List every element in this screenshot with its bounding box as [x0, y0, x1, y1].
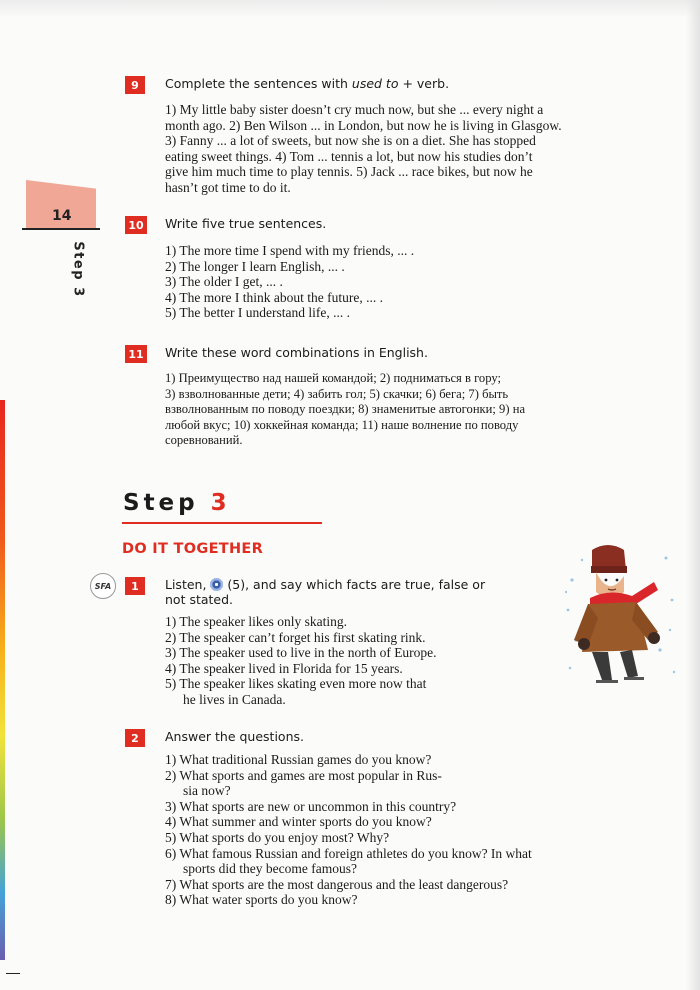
list-item: 2) What sports and games are most popular in Rus-	[165, 767, 442, 783]
page-right-shadow	[686, 0, 700, 990]
list-item: 7) What sports are the most dangerous and the least dangerous?	[165, 876, 509, 892]
exercise-text	[165, 371, 525, 449]
text-line: month ago. 2) Ben Wilson ... in London, but now he is living in Glasgow.	[165, 117, 562, 133]
exercise-number-badge: 10	[125, 216, 147, 234]
list-item: 2) The speaker can’t forget his first skating rink.	[165, 629, 426, 645]
text-line: 3) взволнованные дети; 4) забить гол; 5) скачки; 6) бега; 7) быть	[165, 386, 509, 401]
page-number: 14	[52, 208, 72, 224]
section-heading: DO IT TOGETHER	[122, 541, 264, 557]
text-line: соревнований.	[165, 433, 243, 448]
text-line: 3) Fanny ... a lot of sweets, but now she is on a diet. She has stopped	[165, 133, 536, 149]
side-page-tab	[22, 180, 100, 300]
list-item: 3) The speaker used to live in the north of Europe.	[165, 645, 437, 661]
list-item: 2) The longer I learn English, ... .	[165, 258, 345, 274]
exercise-instruction: Listen, (5), and say which facts are true, false or not stated.	[165, 577, 486, 607]
text-line: give him much time to play tennis. 5) Jack ... race bikes, but now he	[165, 164, 533, 180]
text-line: eating sweet things. 4) Tom ... tennis a lot, but now his studies don’t	[165, 148, 533, 164]
text-line: hasn’t got time to do it.	[165, 179, 291, 195]
list-item: 5) The speaker likes skating even more now that	[165, 676, 427, 692]
audio-cd-icon[interactable]	[210, 578, 223, 591]
text-line: взволнованным по поводу поездки; 8) знаменитые автогонки; 9) на	[165, 402, 526, 417]
list-item: 1) What traditional Russian games do you know?	[165, 752, 432, 767]
exercise-number-badge: 2	[125, 729, 145, 747]
exercise-instruction: Write these word combinations in English.	[165, 345, 428, 360]
list-item: 4) What summer and winter sports do you know?	[165, 814, 432, 830]
text-line: любой вкус; 10) хоккейная команда; 11) наше волнение по поводу	[165, 417, 519, 432]
list-item: 1) The speaker likes only skating.	[165, 614, 347, 629]
list-item: 8) What water sports do you know?	[165, 892, 358, 908]
exercise-number-badge: 11	[125, 345, 147, 363]
step-underline	[122, 522, 322, 524]
step-heading: Step 3	[123, 490, 231, 516]
list-item: he lives in Canada.	[183, 691, 286, 707]
list-item: 3) What sports are new or uncommon in this country?	[165, 798, 457, 814]
page-top-shadow	[0, 0, 700, 18]
exercise-items	[165, 752, 532, 908]
bottom-left-mark	[6, 973, 20, 974]
list-item: sports did they become famous?	[183, 861, 357, 877]
list-item: 6) What famous Russian and foreign athletes do you know? In what	[165, 845, 532, 861]
sfa-badge-icon: SFA	[90, 573, 116, 599]
exercise-instruction: Write five true sentences.	[165, 216, 327, 231]
exercise-items	[165, 243, 414, 321]
list-item: sia now?	[183, 783, 231, 799]
exercise-number-badge: 1	[125, 577, 145, 595]
skater-illustration	[562, 540, 680, 686]
side-step-label: Step 3	[70, 241, 86, 298]
list-item: 5) The better I understand life, ... .	[165, 305, 350, 321]
exercise-instruction: Complete the sentences with used to + verb.	[165, 76, 450, 91]
exercise-number-badge: 9	[125, 76, 145, 94]
exercise-items	[165, 614, 437, 708]
list-item: 4) The more I think about the future, ... .	[165, 289, 383, 305]
list-item: 4) The speaker lived in Florida for 15 years.	[165, 660, 403, 676]
text-line: 1) Преимущество над нашей командой; 2) подниматься в гору;	[165, 371, 501, 385]
exercise-instruction: Answer the questions.	[165, 729, 304, 744]
list-item: 3) The older I get, ... .	[165, 274, 283, 290]
list-item: 5) What sports do you enjoy most? Why?	[165, 829, 390, 845]
tab-divider	[22, 228, 100, 230]
list-item: 1) The more time I spend with my friends, ... .	[165, 243, 415, 258]
text-line: 1) My little baby sister doesn’t cry much now, but she ... every night a	[165, 102, 544, 117]
rainbow-edge-strip	[0, 400, 5, 960]
exercise-text	[165, 102, 677, 196]
